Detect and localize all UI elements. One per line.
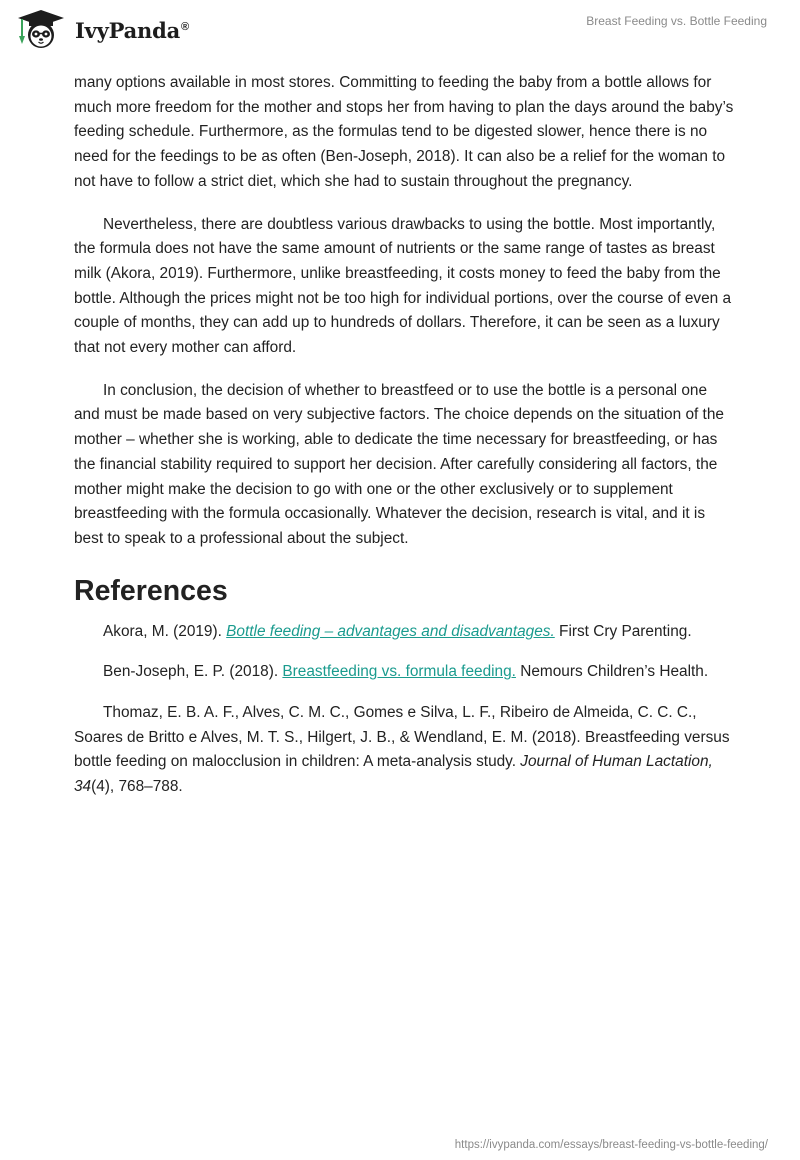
logo-wordmark: IvyPanda® [75, 17, 189, 43]
panda-logo-icon [14, 8, 68, 50]
paragraph: In conclusion, the decision of whether to breastfeed or to use the bottle is a personal one and must be made based on very subjective factors. The choice depends on the situation of the mother – whether she is working, able to dedicate the time necessary for breastfeeding, or has the financial stability required to support her decision. After carefully considering all factors, the mother might make the decision to go with one or the other exclusively or to supplement breastfeeding with the formula occasionally. Whatever the decision, research is vital, and it is best to speak to a professional about the subject. [74, 381, 724, 547]
essay-body [74, 71, 734, 816]
logo[interactable] [14, 8, 189, 50]
reference-item: Ben-Joseph, E. P. (2018). Breastfeeding vs. formula feeding. Nemours Children’s Health. [103, 663, 709, 681]
reference-item: Thomaz, E. B. A. F., Alves, C. M. C., Gomes e Silva, L. F., Ribeiro de Almeida, C. C. C., Soares de Britto e Alves, M. T. S., Hilgert, J. B., & Wendland, E. M. (2018). Breastfeeding versus bottle feeding on malocclusion in children: A meta-analysis study. Journal of Human Lactation, 34(4), 768–788. [74, 704, 730, 796]
journal-title: Journal of Human Lactation, 34 [74, 753, 713, 796]
reference-link[interactable]: Bottle feeding – advantages and disadvantages. [226, 622, 555, 640]
references-heading: References [74, 574, 228, 607]
page-header [0, 0, 800, 64]
document-title: Breast Feeding vs. Bottle Feeding [586, 14, 767, 28]
reference-link[interactable]: Breastfeeding vs. formula feeding. [282, 663, 516, 681]
paragraph: Nevertheless, there are doubtless various drawbacks to using the bottle. Most importantly, the formula does not have the same amount of nutrients or the same range of tastes as breast milk (Akora, 2019). Furthermore, unlike breastfeeding, it costs money to feed the baby from the bottle. Although the prices might not be too high for individual portions, over the course of even a couple of months, they can add up to hundreds of dollars. Therefore, it can be seen as a luxury that not every mother can afford. [74, 215, 732, 357]
paragraph: many options available in most stores. Committing to feeding the baby from a bottle allows for much more freedom for the mother and stops her from having to plan the days around the baby’s feeding schedule. Furthermore, as the formulas tend to be digested slower, hence there is no need for the feedings to be as often (Ben-Joseph, 2018). It can also be a relief for the woman to not have to follow a strict diet, which she had to sustain throughout the pregnancy. [74, 74, 734, 190]
footer-url[interactable]: https://ivypanda.com/essays/breast-feeding-vs-bottle-feeding/ [454, 1139, 768, 1151]
reference-item: Akora, M. (2019). Bottle feeding – advantages and disadvantages. First Cry Parenting. [103, 622, 692, 640]
